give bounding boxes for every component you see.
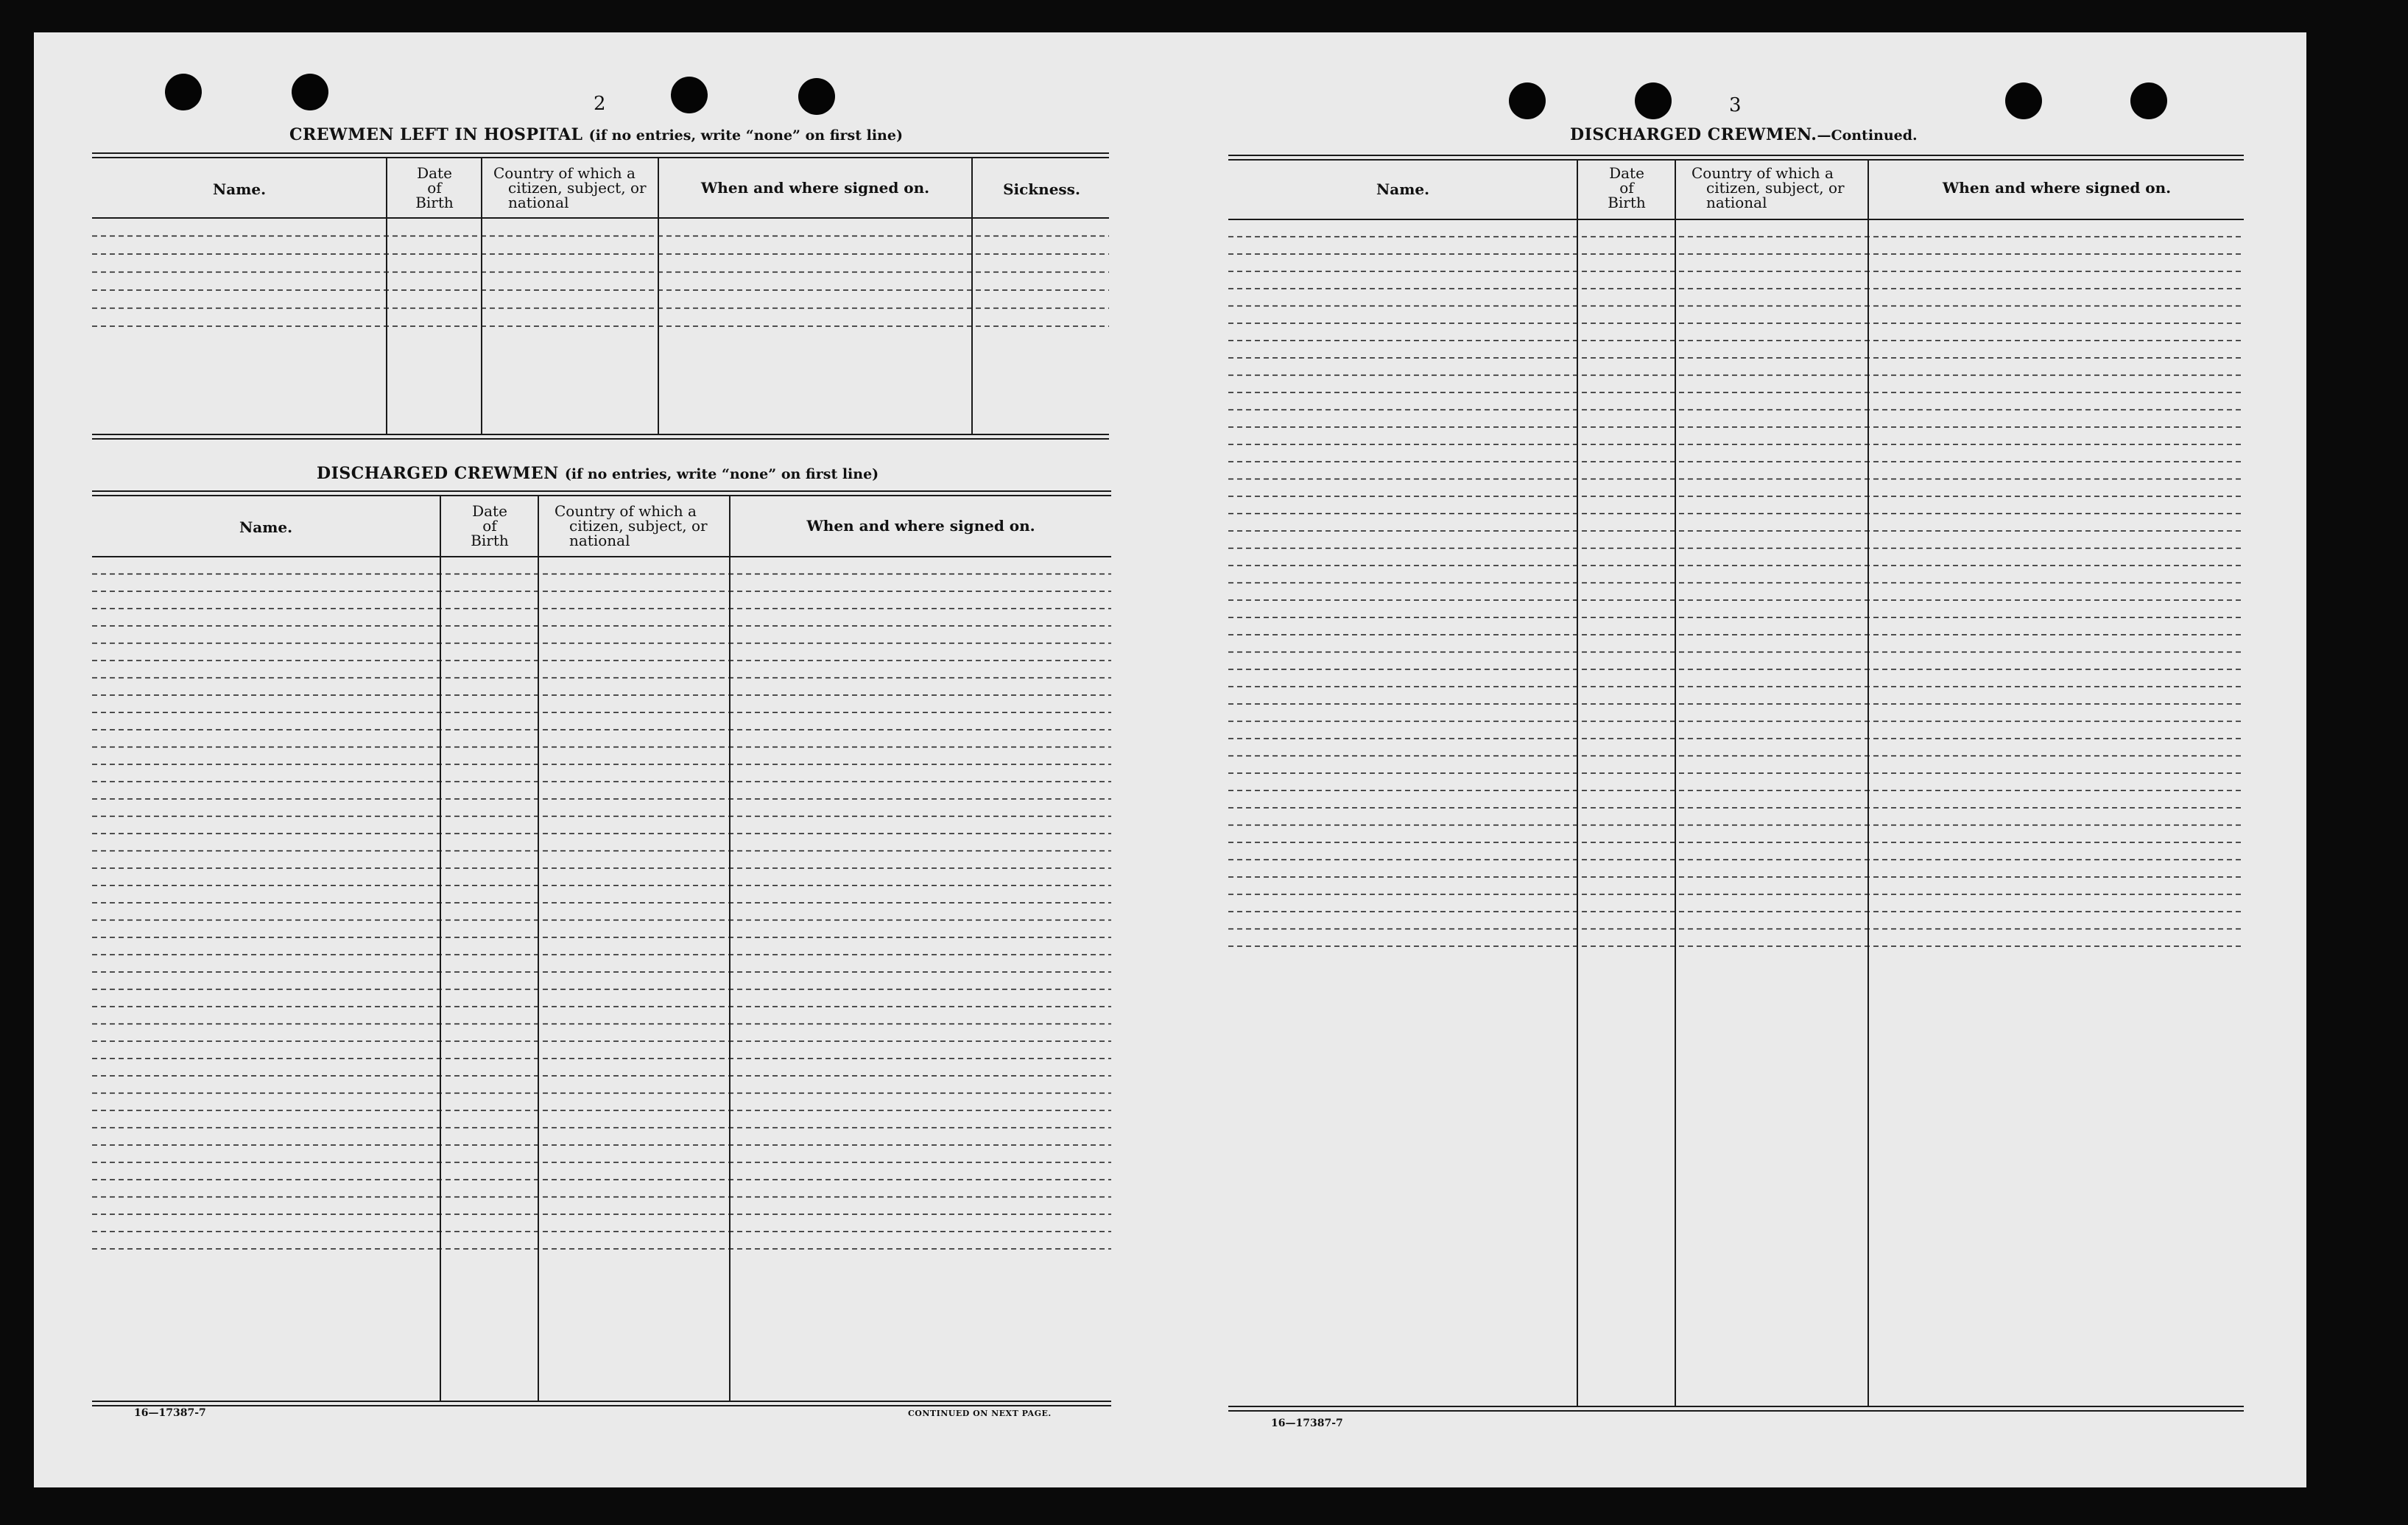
form-number-left: 16—17387-7 (134, 1407, 206, 1419)
hospital-col-sickness: Sickness. (1003, 180, 1080, 198)
hospital-col-dob: Date of Birth (415, 164, 454, 211)
discharged-col-country: Country of which a citizen, subject, or national (555, 502, 708, 549)
hospital-col-signed: When and where signed on. (700, 179, 930, 197)
right-col-country: Country of which a citizen, subject, or national (1691, 164, 1845, 211)
right-col-name: Name. (1376, 180, 1430, 198)
right-col-dob: Date of Birth (1608, 164, 1646, 211)
hospital-col-name: Name. (212, 180, 267, 198)
discharged-col-name: Name. (239, 518, 293, 536)
form-number-right: 16—17387-7 (1271, 1417, 1343, 1429)
page-number-right: 3 (1729, 94, 1742, 116)
right-section-title: DISCHARGED CREWMEN.—Continued. (1570, 125, 1918, 144)
right-col-signed: When and where signed on. (1942, 179, 2172, 197)
hospital-section-title: CREWMEN LEFT IN HOSPITAL (if no entries, write “none” on first line) (289, 125, 903, 144)
hospital-col-country: Country of which a citizen, subject, or national (493, 164, 647, 211)
discharged-col-signed: When and where signed on. (806, 517, 1035, 535)
discharged-section-title: DISCHARGED CREWMEN (if no entries, write “none” on first line) (317, 464, 879, 483)
page-number-left: 2 (594, 93, 606, 115)
continued-note: CONTINUED ON NEXT PAGE. (908, 1409, 1052, 1418)
discharged-col-dob: Date of Birth (471, 502, 509, 549)
